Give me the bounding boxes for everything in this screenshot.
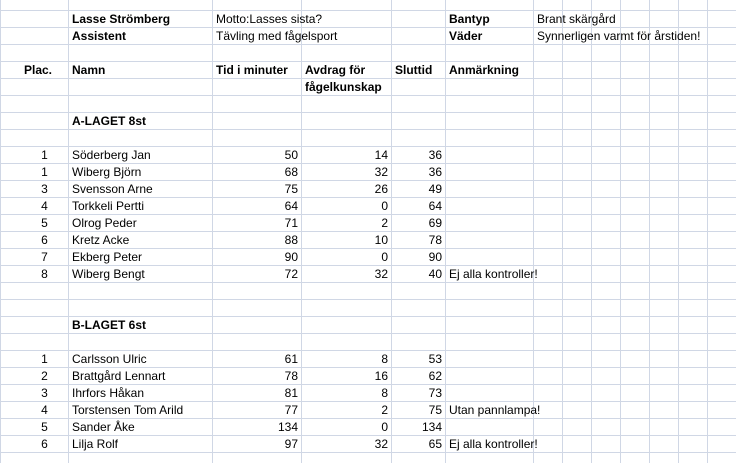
cell-sluttid[interactable]: 53 [428, 352, 442, 366]
cell-plac[interactable]: 6 [41, 233, 48, 247]
cell-plac[interactable]: 8 [41, 267, 48, 281]
cell-namn[interactable]: Ekberg Peter [72, 250, 143, 264]
cell-tid[interactable]: 71 [284, 216, 298, 230]
column-header-avdrag-line1[interactable]: Avdrag för [305, 63, 366, 77]
cell-anm[interactable]: Ej alla kontroller! [449, 267, 538, 281]
cell-tid[interactable]: 78 [284, 369, 298, 383]
cell-sluttid[interactable]: 75 [428, 403, 442, 417]
cell-plac[interactable]: 1 [41, 148, 48, 162]
cell-sluttid[interactable]: 65 [428, 437, 442, 451]
cell-tid[interactable]: 81 [284, 386, 298, 400]
cell-anm[interactable] [446, 249, 452, 266]
cell-tid[interactable]: 77 [284, 403, 298, 417]
cell-sluttid[interactable]: 36 [428, 165, 442, 179]
cell-tid[interactable]: 72 [284, 267, 298, 281]
cell-tid[interactable]: 68 [284, 165, 298, 179]
cell-namn[interactable]: Carlsson Ulric [72, 352, 147, 366]
cell-plac[interactable]: 1 [41, 165, 48, 179]
cell-sluttid[interactable]: 40 [428, 267, 442, 281]
cell-avdrag[interactable]: 32 [374, 437, 388, 451]
cell-anm[interactable]: Utan pannlampa! [449, 403, 541, 417]
cell-anm[interactable] [446, 215, 452, 232]
header-vader-label[interactable]: Väder [449, 29, 483, 43]
cell-avdrag[interactable]: 16 [374, 369, 388, 383]
cell-sluttid[interactable]: 73 [428, 386, 442, 400]
cell-tid[interactable]: 97 [284, 437, 298, 451]
cell-anm[interactable] [446, 419, 452, 436]
gridline-horizontal [0, 299, 736, 300]
cell-avdrag[interactable]: 26 [374, 182, 388, 196]
cell-namn[interactable]: Wiberg Bengt [72, 267, 145, 281]
column-header-namn[interactable]: Namn [72, 63, 106, 77]
b-team-title[interactable]: B-LAGET 6st [72, 318, 147, 332]
cell-sluttid[interactable]: 134 [421, 420, 442, 434]
header-vader-value[interactable]: Synnerligen varmt för årstiden! [537, 29, 701, 43]
cell-namn[interactable]: Söderberg Jan [72, 148, 151, 162]
cell-plac[interactable]: 5 [41, 420, 48, 434]
cell-anm[interactable] [446, 368, 452, 385]
cell-plac[interactable]: 1 [41, 352, 48, 366]
a-team-title[interactable]: A-LAGET 8st [72, 114, 147, 128]
cell-avdrag[interactable]: 32 [374, 165, 388, 179]
cell-anm[interactable] [446, 385, 452, 402]
header-assistent-value[interactable]: Tävling med fågelsport [216, 29, 338, 43]
cell-tid[interactable]: 50 [284, 148, 298, 162]
cell-tid[interactable]: 90 [284, 250, 298, 264]
gridline-vertical [533, 0, 534, 463]
column-header-anm[interactable]: Anmärkning [449, 63, 520, 77]
cell-tid[interactable]: 88 [284, 233, 298, 247]
cell-avdrag[interactable]: 0 [381, 420, 388, 434]
cell-avdrag[interactable]: 0 [381, 250, 388, 264]
cell-plac[interactable]: 3 [41, 386, 48, 400]
cell-sluttid[interactable]: 69 [428, 216, 442, 230]
cell-avdrag[interactable]: 8 [381, 352, 388, 366]
column-header-sluttid[interactable]: Sluttid [395, 63, 433, 77]
cell-plac[interactable]: 4 [41, 403, 48, 417]
gridline-vertical [620, 0, 621, 463]
gridline-vertical [0, 0, 1, 463]
cell-sluttid[interactable]: 49 [428, 182, 442, 196]
cell-avdrag[interactable]: 2 [381, 216, 388, 230]
cell-plac[interactable]: 5 [41, 216, 48, 230]
header-name[interactable]: Lasse Strömberg [72, 12, 171, 26]
cell-namn[interactable]: Svensson Arne [72, 182, 153, 196]
header-bantyp-value[interactable]: Brant skärgård [537, 12, 616, 26]
cell-sluttid[interactable]: 62 [428, 369, 442, 383]
gridline-vertical [591, 0, 592, 463]
cell-anm[interactable] [446, 232, 452, 249]
gridline-vertical [562, 0, 563, 463]
gridline-vertical [678, 0, 679, 463]
cell-avdrag[interactable]: 14 [374, 148, 388, 162]
header-assistent-label[interactable]: Assistent [72, 29, 127, 43]
column-header-avdrag-line2[interactable]: fågelkunskap [305, 80, 382, 94]
cell-namn[interactable]: Torkkeli Pertti [72, 199, 145, 213]
cell-namn[interactable]: Brattgård Lennart [72, 369, 166, 383]
cell-namn[interactable]: Sander Åke [72, 420, 135, 434]
gridline-vertical [707, 0, 708, 463]
cell-anm[interactable] [446, 164, 452, 181]
column-header-plac[interactable]: Plac. [24, 63, 53, 77]
cell-namn[interactable]: Kretz Acke [72, 233, 130, 247]
cell-plac[interactable]: 7 [41, 250, 48, 264]
cell-tid[interactable]: 64 [284, 199, 298, 213]
cell-namn[interactable]: Ihrfors Håkan [72, 386, 145, 400]
cell-avdrag[interactable]: 10 [374, 233, 388, 247]
cell-namn[interactable]: Lilja Rolf [72, 437, 119, 451]
cell-sluttid[interactable]: 78 [428, 233, 442, 247]
column-header-tid[interactable]: Tid i minuter [216, 63, 288, 77]
header-motto[interactable]: Motto:Lasses sista? [216, 12, 323, 26]
cell-sluttid[interactable]: 64 [428, 199, 442, 213]
cell-sluttid[interactable]: 90 [428, 250, 442, 264]
cell-namn[interactable]: Torstensen Tom Arild [72, 403, 184, 417]
cell-plac[interactable]: 6 [41, 437, 48, 451]
cell-plac[interactable]: 4 [41, 199, 48, 213]
cell-plac[interactable]: 2 [41, 369, 48, 383]
cell-avdrag[interactable]: 32 [374, 267, 388, 281]
cell-anm[interactable]: Ej alla kontroller! [449, 437, 538, 451]
cell-avdrag[interactable]: 0 [381, 199, 388, 213]
cell-avdrag[interactable]: 8 [381, 386, 388, 400]
cell-namn[interactable]: Olrog Peder [72, 216, 137, 230]
cell-tid[interactable]: 75 [284, 182, 298, 196]
cell-anm[interactable] [446, 351, 452, 368]
cell-anm[interactable] [446, 198, 452, 215]
cell-tid[interactable]: 134 [277, 420, 298, 434]
cell-sluttid[interactable]: 36 [428, 148, 442, 162]
cell-namn[interactable]: Wiberg Björn [72, 165, 142, 179]
header-bantyp-label[interactable]: Bantyp [449, 12, 490, 26]
cell-avdrag[interactable]: 2 [381, 403, 388, 417]
cell-anm[interactable] [446, 147, 452, 164]
cell-plac[interactable]: 3 [41, 182, 48, 196]
cell-tid[interactable]: 61 [284, 352, 298, 366]
cell-anm[interactable] [446, 181, 452, 198]
gridline-vertical [649, 0, 650, 463]
